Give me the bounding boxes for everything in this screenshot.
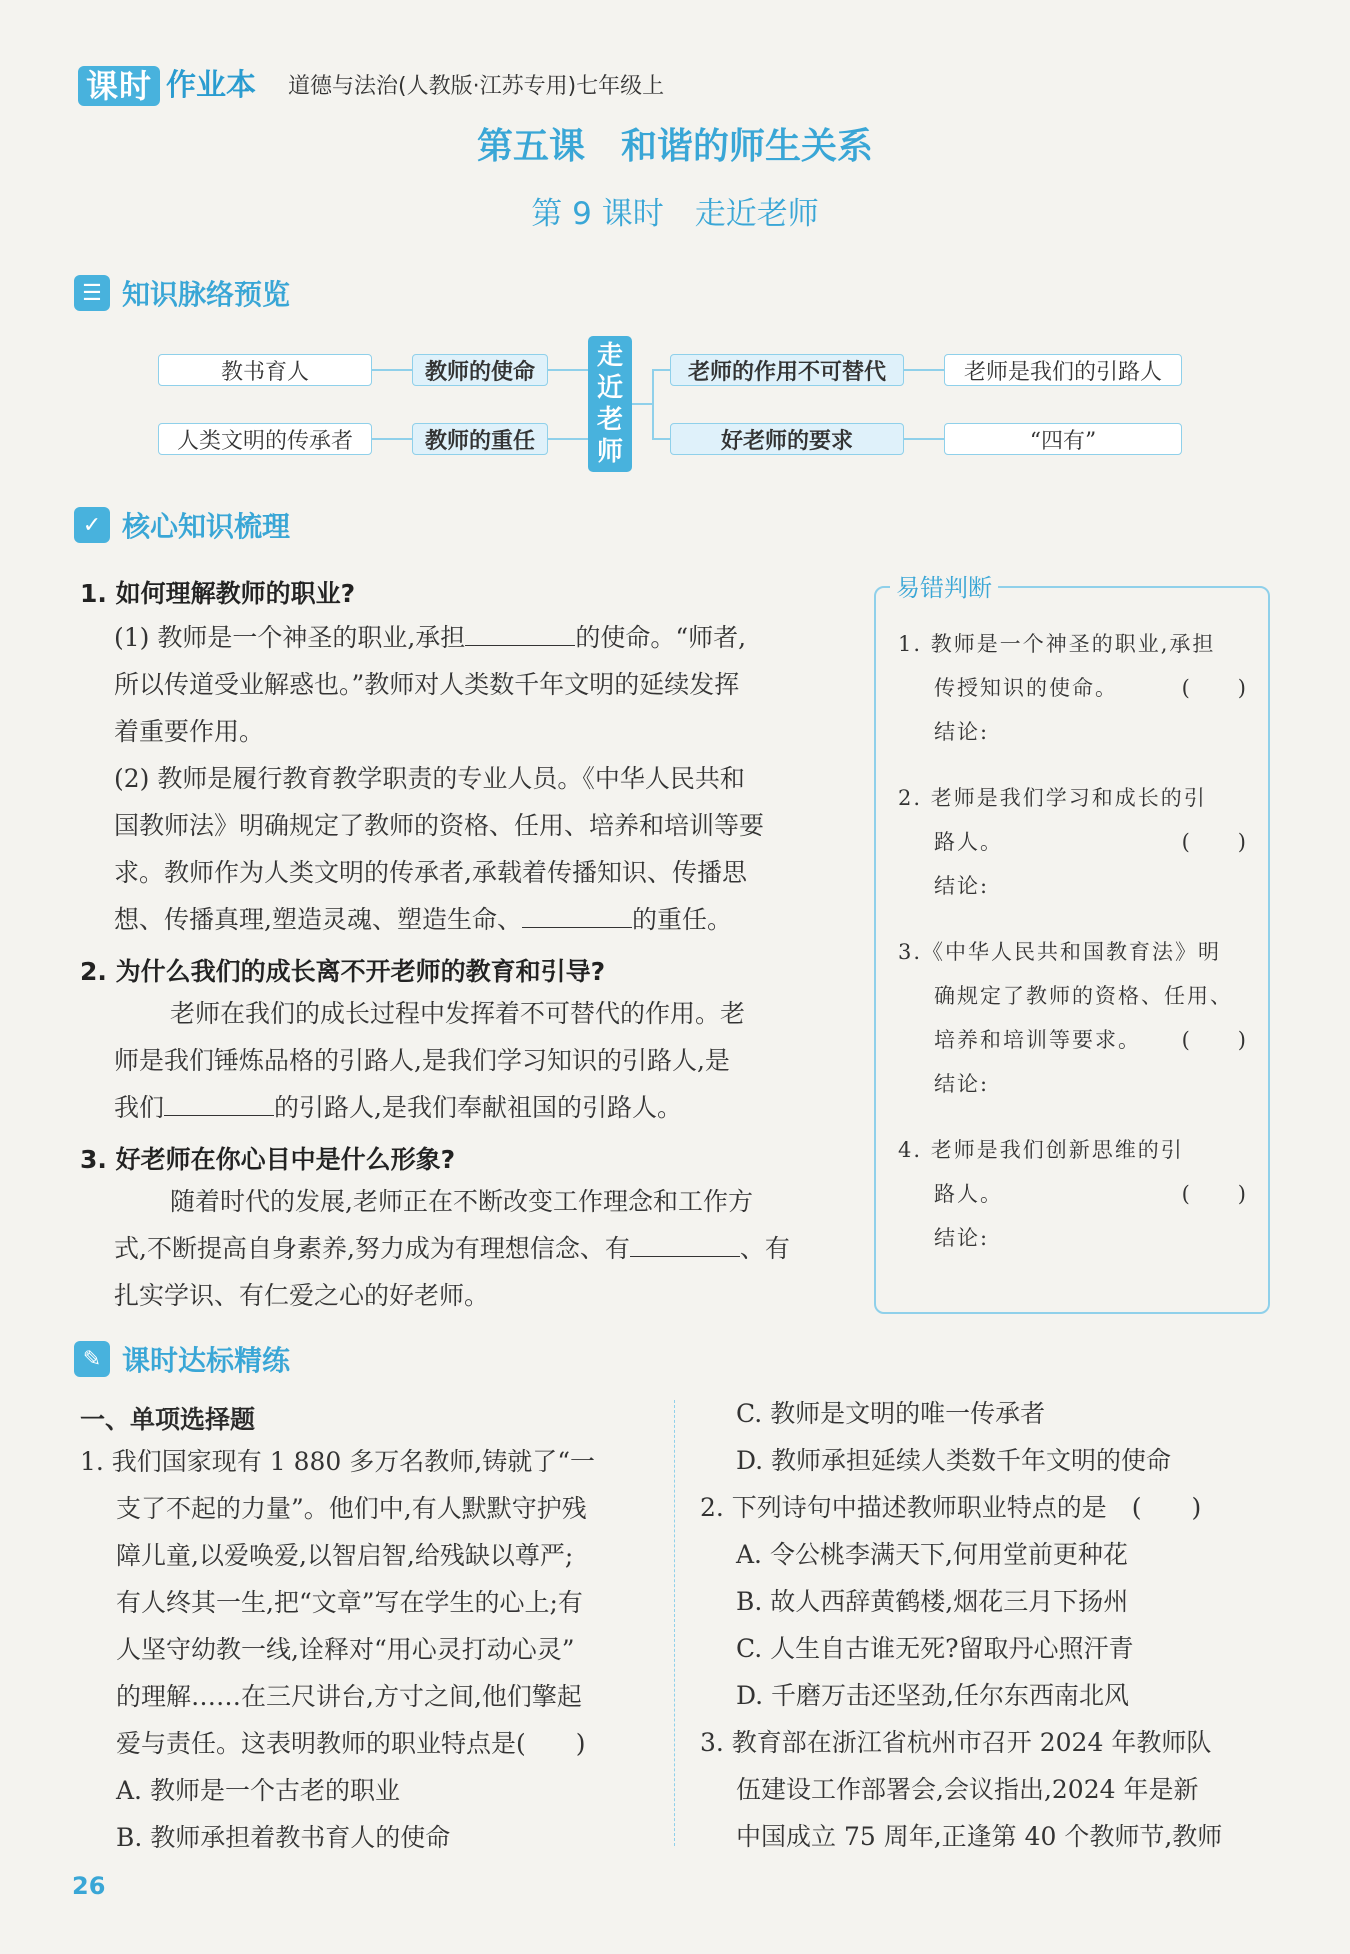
option-b[interactable]: B. 教师承担着教书育人的使命: [116, 1823, 451, 1852]
judgment-item-4: 4. 老师是我们创新思维的引 路人。 ( ) 结论:: [898, 1138, 1248, 1250]
error-judgment-title: 易错判断: [890, 568, 998, 603]
option-a[interactable]: A. 令公桃李满天下,何用堂前更种花: [736, 1540, 1128, 1569]
core-answer-1: (1) 教师是一个神圣的职业,承担 的使命。“师者, 所以传道受业解惑也。”教师对人类数千年文明的延续发挥 着重要作用。 (2) 教师是履行教育教学职责的专业人员。《中华人民共和 国教师法》明确规定了教师的资格、任用、培养和培训等要 求。教师作为人类文明的传承者,承载着传播知识、传播思 想、传播真理,塑造灵魂、塑造生命、 的重任。: [114, 623, 765, 934]
section-label: 课时达标精练: [122, 1344, 291, 1377]
column-divider: [674, 1400, 675, 1846]
period-title: 第 9 课时 走近老师: [531, 196, 819, 232]
option-c[interactable]: C. 教师是文明的唯一传承者: [736, 1399, 1046, 1428]
map-node-responsibility: 教师的重任: [412, 423, 548, 455]
judgment-item-2: 2. 老师是我们学习和成长的引 路人。 ( ) 结论:: [898, 786, 1248, 898]
core-question-1: 1. 如何理解教师的职业?: [80, 579, 356, 608]
fill-blank[interactable]: [164, 1091, 274, 1116]
answer-paren[interactable]: ( ): [1181, 1182, 1248, 1206]
pencil-icon: ✎: [74, 1341, 110, 1377]
option-d[interactable]: D. 教师承担延续人类数千年文明的使命: [736, 1446, 1172, 1475]
core-question-2: 2. 为什么我们的成长离不开老师的教育和引导?: [80, 957, 606, 986]
brand-logo-box: 课时: [78, 66, 160, 106]
lesson-title: 第五课 和谐的师生关系: [476, 126, 873, 167]
fill-blank[interactable]: [522, 903, 632, 928]
map-node-irreplaceable: 老师的作用不可替代: [670, 354, 904, 386]
section-core-header: [74, 504, 290, 546]
judgment-item-3: 3.《中华人民共和国教育法》明 确规定了教师的资格、任用、 培养和培训等要求。 ( ) 结论:: [898, 940, 1248, 1096]
subject-line: 道德与法治(人教版·江苏专用)七年级上: [288, 74, 665, 99]
answer-paren[interactable]: ( ): [1181, 1028, 1248, 1052]
answer-paren[interactable]: ( ): [1181, 830, 1248, 854]
core-answer-3: 随着时代的发展,老师正在不断改变工作理念和工作方 式,不断提高自身素养,努力成为有理想信念、有 、有 扎实学识、有仁爱之心的好老师。: [114, 1187, 790, 1310]
judgment-item-1: 1. 教师是一个神圣的职业,承担 传授知识的使命。 ( ) 结论:: [898, 632, 1248, 744]
map-node-mission: 教师的使命: [412, 354, 548, 386]
option-d[interactable]: D. 千磨万击还坚劲,任尔东西南北风: [736, 1681, 1129, 1710]
core-question-3: 3. 好老师在你心目中是什么形象?: [80, 1145, 456, 1174]
section-preview-header: [74, 272, 290, 314]
map-center-node: 走 近 老 师: [588, 336, 632, 472]
section-practice-header: [74, 1338, 290, 1380]
book-stack-icon: ☰: [74, 275, 110, 311]
option-c[interactable]: C. 人生自古谁无死?留取丹心照汗青: [736, 1634, 1134, 1663]
brand-text: 作业本: [166, 68, 256, 103]
question-type: 一、单项选择题: [80, 1405, 256, 1434]
option-a[interactable]: A. 教师是一个古老的职业: [116, 1776, 400, 1805]
answer-paren[interactable]: ( ): [1181, 676, 1248, 700]
section-label: 核心知识梳理: [122, 510, 291, 543]
map-node-guide: 老师是我们的引路人: [944, 354, 1182, 386]
core-answer-2: 老师在我们的成长过程中发挥着不可替代的作用。老 师是我们锤炼品格的引路人,是我们学习知识的引路人,是 我们 的引路人,是我们奉献祖国的引路人。: [114, 999, 746, 1122]
fill-blank[interactable]: [630, 1232, 740, 1257]
map-node-civilization: 人类文明的传承者: [158, 423, 372, 455]
page-number: 26: [72, 1872, 106, 1900]
exercise-left-column: 1. 我们国家现有 1 880 多万名教师,铸就了“一 支了不起的力量”。他们中,有人默默守护残 障儿童,以爱唤爱,以智启智,给残缺以尊严; 有人终其一生,把“文章”写在学生的心上;有 人坚守幼教一线,诠释对“用心灵打动心灵” 的理解……在三尺讲台,方寸之间,他们擎起 爱与责任。这表明教师的职业特点是( ) A. 教师是一个古老的职业 B. 教师承担着教书育人的使命: [80, 1438, 660, 1861]
fill-blank[interactable]: [465, 621, 575, 646]
map-node-four-haves: “四有”: [944, 423, 1182, 455]
checkbox-icon: ✓: [74, 507, 110, 543]
option-b[interactable]: B. 故人西辞黄鹤楼,烟花三月下扬州: [736, 1587, 1129, 1616]
section-label: 知识脉络预览: [122, 278, 291, 311]
map-node-requirements: 好老师的要求: [670, 423, 904, 455]
exercise-right-column: C. 教师是文明的唯一传承者 D. 教师承担延续人类数千年文明的使命 2. 下列诗句中描述教师职业特点的是 ( ) A. 令公桃李满天下,何用堂前更种花 B. 故人西辞黄鹤楼,烟花三月下扬州 C. 人生自古谁无死?留取丹心照汗青 D. 千磨万击还坚劲,任尔东西南北风 3. 教育部在浙江省杭州市召开 2024 年教师队 伍建设工作部署会,会议指出,2024 年是新 中国成立 75 周年,正逢第 40 个教师节,教师: [700, 1390, 1280, 1860]
map-node-teaching: 教书育人: [158, 354, 372, 386]
